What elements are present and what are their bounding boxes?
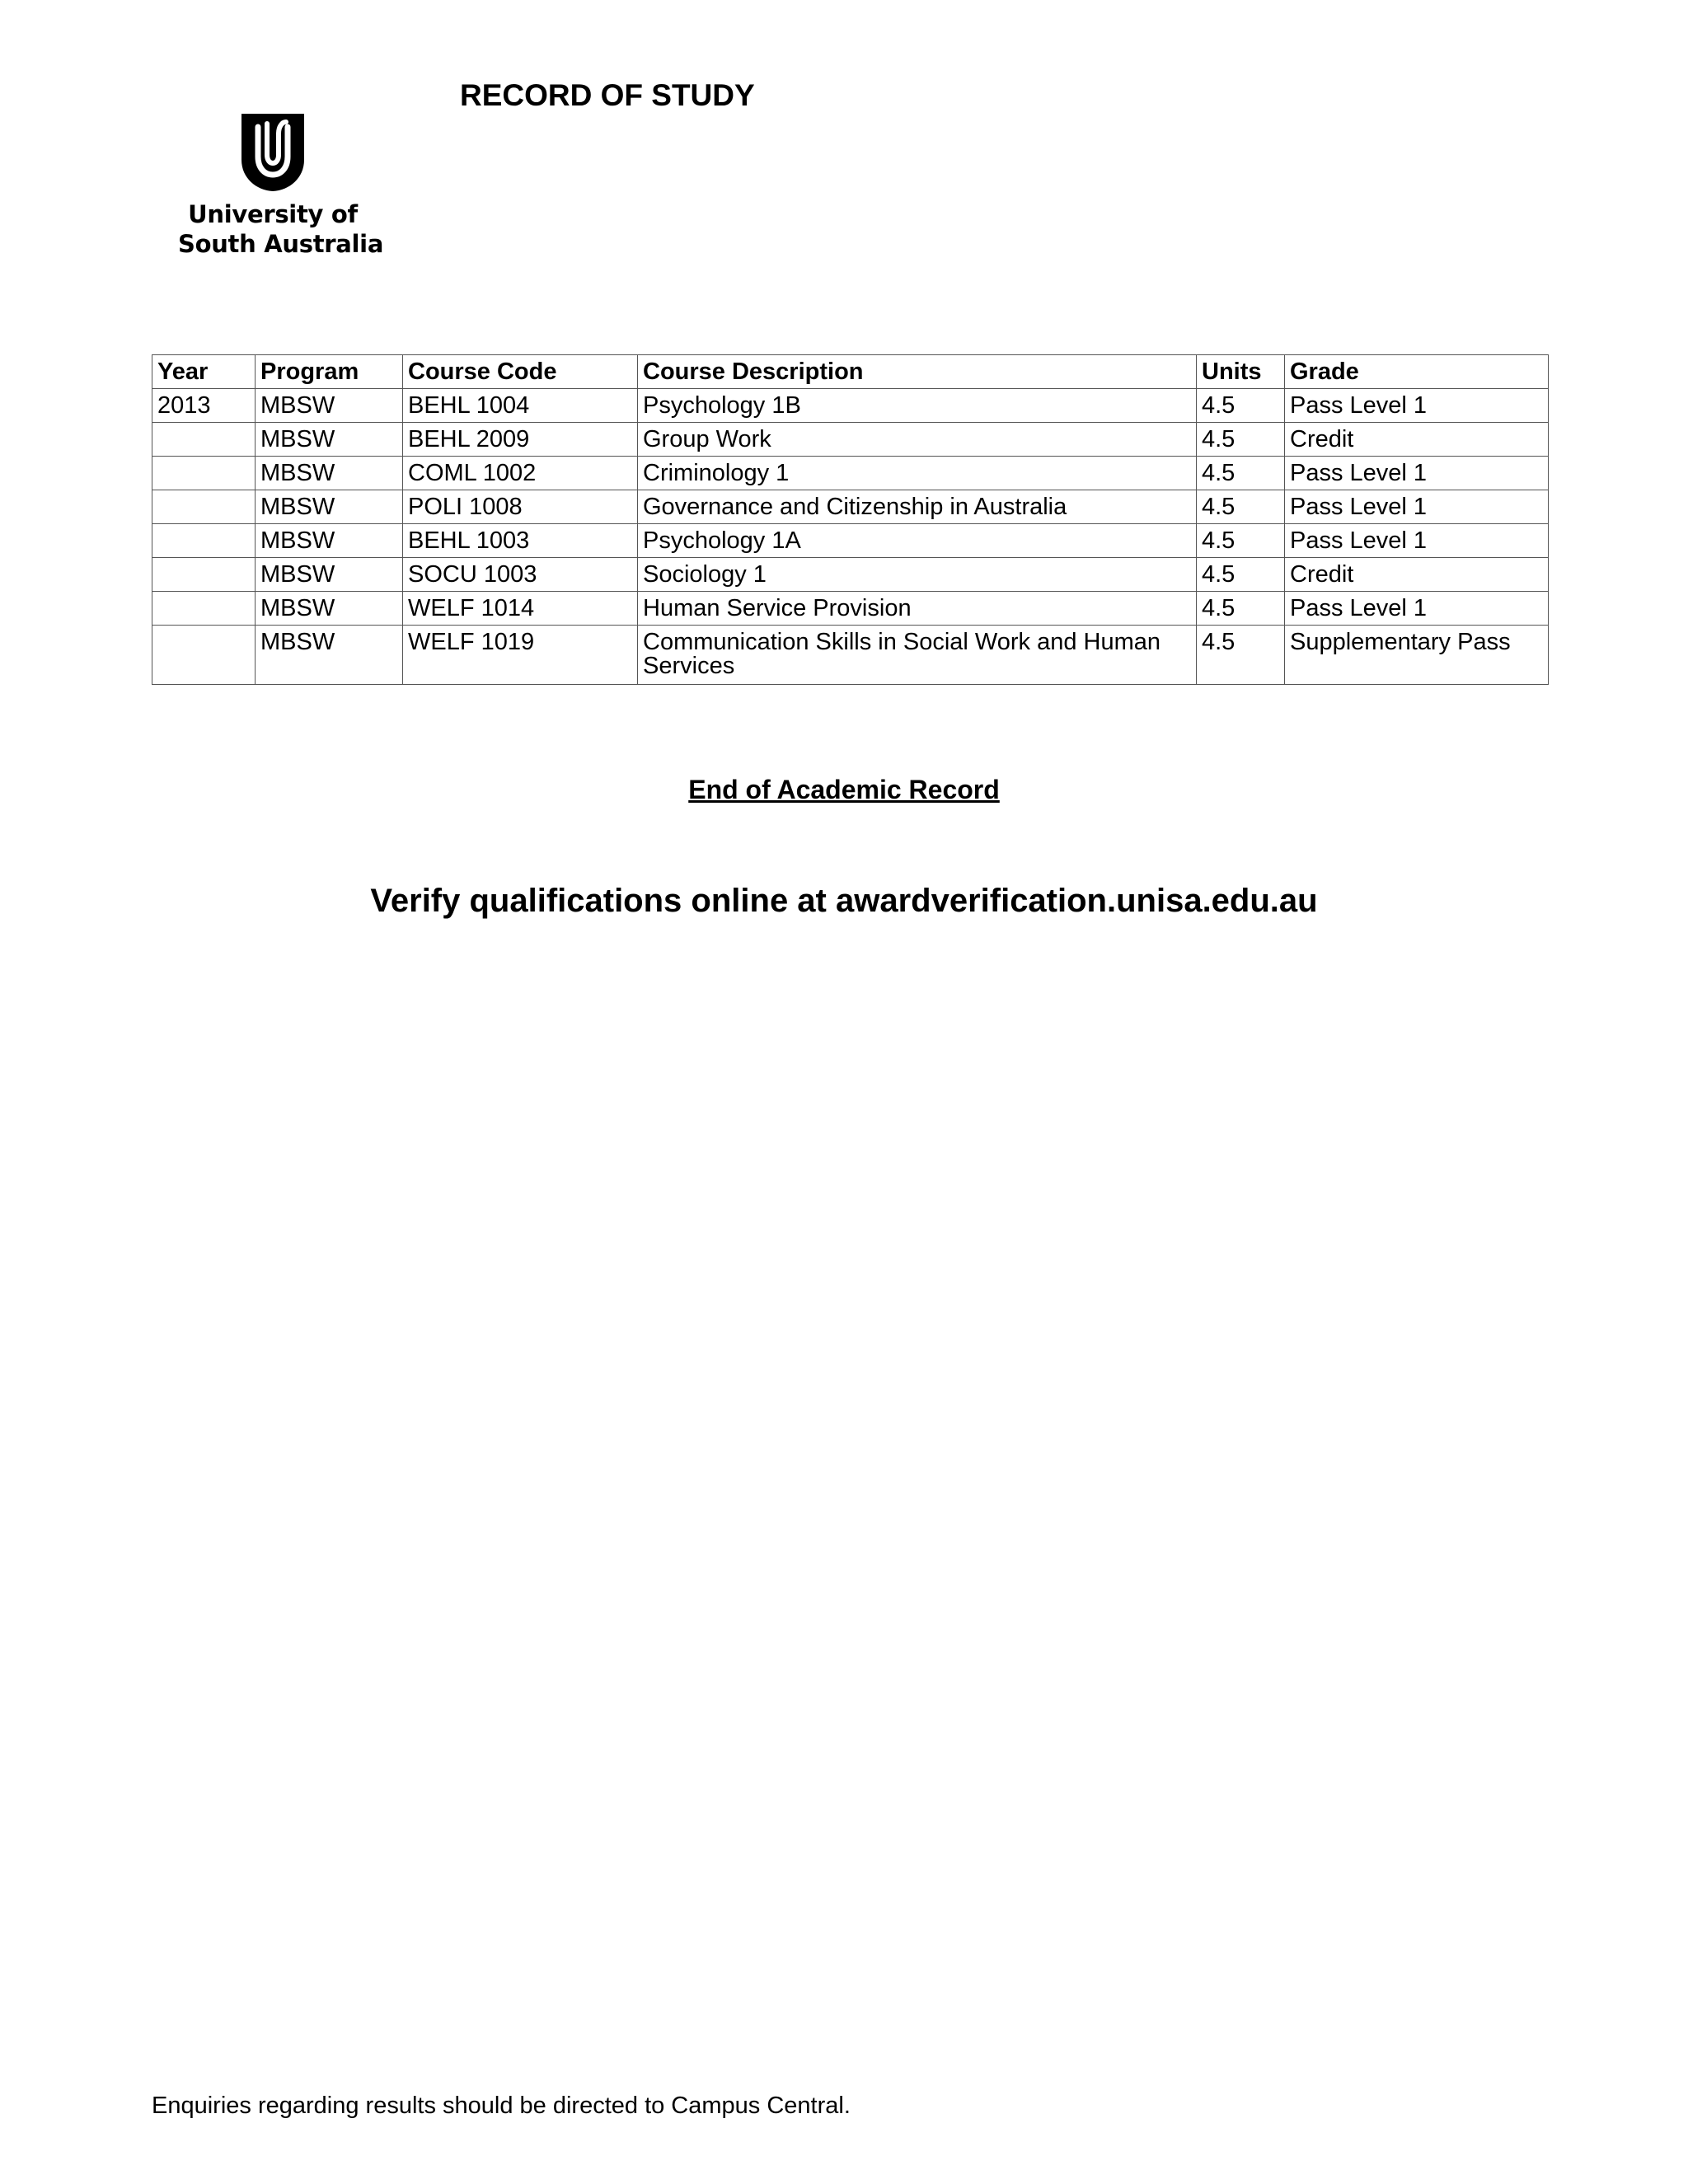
- header-course-code: Course Code: [403, 355, 638, 389]
- cell-year: [152, 626, 256, 685]
- cell-program: MBSW: [256, 457, 403, 490]
- table-row: [152, 626, 1549, 685]
- cell-year: [152, 524, 256, 558]
- header-year: Year: [152, 355, 256, 389]
- header-grade: Grade: [1285, 355, 1549, 389]
- logo-wordmark: [178, 199, 384, 259]
- cell-course-description: Psychology 1B: [638, 389, 1197, 423]
- shield-logo-icon: [240, 112, 306, 193]
- cell-course-description: Governance and Citizenship in Australia: [638, 490, 1197, 524]
- cell-program: MBSW: [256, 626, 403, 685]
- cell-course-code: BEHL 1004: [403, 389, 638, 423]
- cell-course-code: BEHL 1003: [403, 524, 638, 558]
- table-row: [152, 558, 1549, 592]
- cell-year: [152, 558, 256, 592]
- cell-year: [152, 592, 256, 626]
- table-row: [152, 490, 1549, 524]
- cell-course-code: WELF 1019: [403, 626, 638, 685]
- cell-course-code: SOCU 1003: [403, 558, 638, 592]
- cell-grade: Credit: [1285, 423, 1549, 457]
- cell-course-description: Sociology 1: [638, 558, 1197, 592]
- university-logo: [178, 112, 384, 259]
- cell-units: 4.5: [1197, 592, 1285, 626]
- cell-course-description: Human Service Provision: [638, 592, 1197, 626]
- header-units: Units: [1197, 355, 1285, 389]
- cell-year: [152, 457, 256, 490]
- table-row: [152, 524, 1549, 558]
- cell-grade: Pass Level 1: [1285, 389, 1549, 423]
- cell-program: MBSW: [256, 423, 403, 457]
- end-of-record-heading: [0, 775, 1688, 805]
- document-title: RECORD OF STUDY: [460, 78, 755, 112]
- cell-year: 2013: [152, 389, 256, 423]
- cell-year: [152, 423, 256, 457]
- logo-line-1: University of: [188, 200, 358, 228]
- cell-program: MBSW: [256, 524, 403, 558]
- cell-units: 4.5: [1197, 423, 1285, 457]
- cell-program: MBSW: [256, 558, 403, 592]
- cell-units: 4.5: [1197, 389, 1285, 423]
- cell-units: 4.5: [1197, 626, 1285, 685]
- cell-units: 4.5: [1197, 490, 1285, 524]
- cell-grade: Credit: [1285, 558, 1549, 592]
- table-row: [152, 592, 1549, 626]
- cell-course-code: POLI 1008: [403, 490, 638, 524]
- cell-units: 4.5: [1197, 524, 1285, 558]
- header-program: Program: [256, 355, 403, 389]
- cell-course-description: Psychology 1A: [638, 524, 1197, 558]
- table-row: [152, 423, 1549, 457]
- cell-course-code: COML 1002: [403, 457, 638, 490]
- cell-units: 4.5: [1197, 558, 1285, 592]
- header-course-description: Course Description: [638, 355, 1197, 389]
- logo-line-2: South Australia: [178, 230, 384, 258]
- table-row: [152, 389, 1549, 423]
- cell-course-code: WELF 1014: [403, 592, 638, 626]
- end-of-record-text: End of Academic Record: [688, 775, 1000, 804]
- cell-course-description: Group Work: [638, 423, 1197, 457]
- cell-course-code: BEHL 2009: [403, 423, 638, 457]
- cell-grade: Pass Level 1: [1285, 490, 1549, 524]
- cell-program: MBSW: [256, 592, 403, 626]
- cell-course-description: Communication Skills in Social Work and Human Services: [638, 626, 1197, 685]
- cell-grade: Pass Level 1: [1285, 524, 1549, 558]
- cell-program: MBSW: [256, 389, 403, 423]
- academic-record-table: [152, 354, 1549, 685]
- table-row: [152, 457, 1549, 490]
- cell-program: MBSW: [256, 490, 403, 524]
- cell-course-description: Criminology 1: [638, 457, 1197, 490]
- cell-year: [152, 490, 256, 524]
- table-header-row: [152, 355, 1549, 389]
- cell-grade: Supplementary Pass: [1285, 626, 1549, 685]
- cell-grade: Pass Level 1: [1285, 457, 1549, 490]
- cell-grade: Pass Level 1: [1285, 592, 1549, 626]
- enquiries-footer: Enquiries regarding results should be directed to Campus Central.: [152, 2093, 851, 2119]
- cell-units: 4.5: [1197, 457, 1285, 490]
- verify-qualifications-notice: Verify qualifications online at awardverification.unisa.edu.au: [370, 883, 1318, 919]
